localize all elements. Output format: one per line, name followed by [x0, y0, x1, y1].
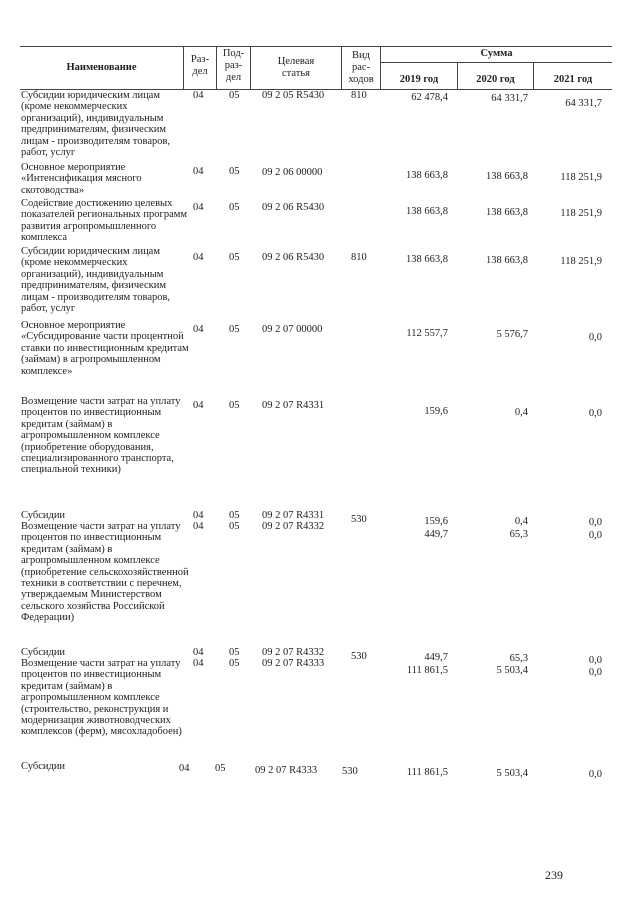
row-vid: 530 [351, 651, 367, 662]
page-number: 239 [545, 868, 563, 882]
row-podrazdel: 05 [229, 252, 240, 263]
row-2019: 138 663,8 [406, 206, 448, 217]
row-2020: 65,3 [509, 653, 528, 664]
row-razdel: 04 [193, 166, 204, 177]
row-razdel: 04 [193, 658, 204, 669]
row-target: 09 2 06 00000 [262, 167, 323, 178]
row-podrazdel: 05 [229, 400, 240, 411]
row-name: Возмещение части затрат на уплату процентов по инвестиционным кредитам (займам) в агропромышленном комплексе (приобретение оборудования, специализированного транспорта, специальной техники) [21, 396, 181, 476]
row-2019: 111 861,5 [406, 665, 448, 676]
row-2019: 159,6 [424, 406, 448, 417]
row-razdel: 04 [193, 400, 204, 411]
row-2019: 449,7 [424, 652, 448, 663]
row-podrazdel: 05 [229, 510, 240, 521]
row-2021: 0,0 [588, 408, 602, 419]
row-2019: 159,6 [424, 516, 448, 527]
row-razdel: 04 [179, 763, 190, 774]
row-podrazdel: 05 [229, 90, 240, 101]
row-2019: 138 663,8 [406, 170, 448, 181]
row-name: Субсидии юридическим лицам (кроме некоммерческих организаций), индивидуальным предпринимателям, физическим лицам - производителям товаров, работ, услуг [21, 246, 171, 315]
row-2020: 0,4 [514, 516, 528, 527]
row-razdel: 04 [193, 202, 204, 213]
row-podrazdel: 05 [229, 324, 240, 335]
header-name: Наименование [66, 62, 137, 73]
row-razdel: 04 [193, 90, 204, 101]
row-target: 09 2 07 R4332 [262, 647, 325, 658]
row-name: Основное мероприятие «Субсидирование части процентной ставки по инвестиционным кредитам (займам) в агропромышленном комплексе» [21, 320, 189, 377]
row-2019: 62 478,4 [411, 92, 448, 103]
row-2019: 449,7 [424, 529, 448, 540]
row-name: Субсидии юридическим лицам (кроме некоммерческих организаций), индивидуальным предпринимателям, физическим лицам - производителям товаров, работ, услуг [21, 90, 171, 159]
row-podrazdel: 05 [229, 202, 240, 213]
header-vid: Вид рас- ходов [348, 50, 374, 85]
row-podrazdel: 05 [229, 166, 240, 177]
header-razdel: Раз- дел [190, 54, 210, 77]
row-vid: 530 [342, 766, 358, 777]
row-2019: 138 663,8 [406, 254, 448, 265]
row-2019: 111 861,5 [406, 767, 448, 778]
row-2020: 5 503,4 [496, 665, 528, 676]
row-podrazdel: 05 [229, 647, 240, 658]
row-2021: 118 251,9 [560, 172, 602, 183]
row-target: 09 2 07 R4333 [255, 765, 318, 776]
row-2021: 0,0 [588, 332, 602, 343]
row-razdel: 04 [193, 252, 204, 263]
row-target: 09 2 06 R5430 [262, 202, 325, 213]
row-name: Возмещение части затрат на уплату процентов по инвестиционным кредитам (займам) в агропромышленном комплексе (строительство, реконструкция и модернизация животноводческих комплексов (ферм), мясохладобоен) [21, 658, 182, 738]
row-target: 09 2 07 00000 [262, 324, 323, 335]
row-podrazdel: 05 [229, 658, 240, 669]
row-target: 09 2 05 R5430 [262, 90, 325, 101]
header-2021: 2021 год [553, 74, 593, 85]
header-2019: 2019 год [399, 74, 439, 85]
row-razdel: 04 [193, 647, 204, 658]
row-name: Основное мероприятие «Интенсификация мясного скотоводства» [21, 162, 142, 196]
header-target: Целевая статья [277, 56, 315, 79]
row-2021: 118 251,9 [560, 208, 602, 219]
row-target: 09 2 06 R5430 [262, 252, 325, 263]
row-2021: 0,0 [588, 667, 602, 678]
row-target: 09 2 07 R4332 [262, 521, 325, 532]
row-name: Субсидии [21, 647, 66, 658]
row-2020: 5 576,7 [496, 329, 528, 340]
row-2021: 0,0 [588, 655, 602, 666]
row-2021: 118 251,9 [560, 256, 602, 267]
row-podrazdel: 05 [215, 763, 226, 774]
row-podrazdel: 05 [229, 521, 240, 532]
row-2021: 0,0 [588, 517, 602, 528]
header-podrazdel: Под- раз- дел [222, 48, 245, 83]
row-vid: 530 [351, 514, 367, 525]
header-summa: Сумма [480, 48, 513, 59]
row-target: 09 2 07 R4331 [262, 510, 325, 521]
row-2021: 0,0 [588, 769, 602, 780]
row-2020: 65,3 [509, 529, 528, 540]
row-name: Возмещение части затрат на уплату процентов по инвестиционным кредитам (займам) в агропромышленном комплексе (приобретение сельскохозяйственной техники в соответствии с перечнем, утверждаемым Министерством сельского хозяйства Российской Федерации) [21, 521, 189, 624]
row-razdel: 04 [193, 521, 204, 532]
row-name: Содействие достижению целевых показателей региональных программ развития агропромышленного комплекса [21, 198, 188, 244]
row-name: Субсидии [21, 510, 66, 521]
row-2020: 0,4 [514, 407, 528, 418]
row-2020: 5 503,4 [496, 768, 528, 779]
row-razdel: 04 [193, 510, 204, 521]
row-2020: 64 331,7 [491, 93, 528, 104]
row-target: 09 2 07 R4333 [262, 658, 325, 669]
row-2021: 64 331,7 [565, 98, 602, 109]
row-2020: 138 663,8 [486, 171, 528, 182]
header-2020: 2020 год [476, 74, 515, 85]
row-target: 09 2 07 R4331 [262, 400, 325, 411]
row-razdel: 04 [193, 324, 204, 335]
row-2021: 0,0 [588, 530, 602, 541]
row-vid: 810 [351, 252, 367, 263]
row-name: Субсидии [21, 761, 66, 772]
row-vid: 810 [351, 90, 367, 101]
row-2020: 138 663,8 [486, 255, 528, 266]
row-2019: 112 557,7 [406, 328, 448, 339]
row-2020: 138 663,8 [486, 207, 528, 218]
